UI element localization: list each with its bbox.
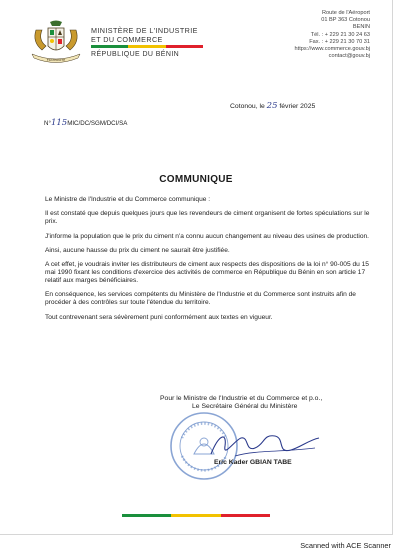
- contact-line: Route de l'Aéroport: [321, 10, 370, 16]
- paragraph: A cet effet, je voudrais inviter les distributeurs de ciment aux respects des dispositions de la loi n° 90-005 du 15 mai 1990 fixant les conditions d'exercice des activités de commerce en République du Bénin en son article 17 relatif aux marges bénéficiaires.: [45, 261, 369, 285]
- paragraph: En conséquence, les services compétents du Ministère de l'Industrie et du Commerce sont instruits afin de procéder à des contrôles sur toute l'étendue du territoire.: [45, 291, 356, 307]
- contact-line: 01 BP 363 Cotonou: [321, 17, 370, 24]
- ministry-name: [91, 26, 198, 44]
- reference-number: [44, 118, 127, 128]
- scanner-watermark: Scanned with ACE Scanner: [300, 541, 391, 550]
- ref-number-handwritten: 115: [50, 118, 68, 128]
- flag-yellow: [128, 45, 165, 48]
- contact-line: BENIN: [352, 24, 370, 31]
- document-title: COMMUNIQUE: [159, 174, 233, 185]
- handwritten-signature-icon: [205, 428, 325, 462]
- republic-name: RÉPUBLIQUE DU BÉNIN: [91, 51, 180, 58]
- ministry-line2: ET DU COMMERCE: [91, 35, 163, 44]
- flag-yellow: [171, 514, 220, 517]
- flag-green: [91, 45, 128, 48]
- paragraph: Tout contrevenant sera sévèrement puni conformément aux textes en vigueur.: [45, 313, 273, 321]
- footer-flag-bar: [122, 514, 270, 517]
- coat-of-arms-icon: [26, 20, 86, 68]
- svg-text:FRATERNITE: FRATERNITE: [46, 58, 66, 62]
- date-month-year: février 2025: [279, 103, 316, 110]
- document-body: [45, 196, 370, 328]
- contact-email[interactable]: contact@gouv.bj: [328, 53, 370, 60]
- paragraph: J'informe la population que le prix du ciment n'a connu aucun changement au niveau des usines de production.: [45, 232, 369, 240]
- flag-red: [221, 514, 270, 517]
- flag-red: [166, 45, 203, 48]
- dateline: [230, 101, 315, 111]
- contact-block: [295, 10, 370, 60]
- date-day-handwritten: 25: [266, 101, 278, 111]
- ref-suffix: MIC/DC/SGM/DCI/SA: [67, 120, 128, 127]
- flag-green: [122, 514, 171, 517]
- date-city: Cotonou, le: [230, 103, 265, 110]
- signatory-name: Eric Kader GBIAN TABE: [214, 459, 292, 466]
- signature-line1: Pour le Ministre de l'Industrie et du Commerce et p.o.,: [160, 395, 323, 402]
- paragraph: Le Ministre de l'Industrie et du Commerce communique :: [45, 196, 211, 203]
- contact-line: Fax. : + 229 21 30 70 31: [309, 38, 370, 45]
- paragraph: Ainsi, aucune hausse du prix du ciment ne saurait être justifiée.: [45, 246, 230, 254]
- header-flag-bar: [91, 45, 203, 48]
- ministry-line1: MINISTÈRE DE L'INDUSTRIE: [91, 26, 198, 35]
- paragraph: Il est constaté que depuis quelques jours que les revendeurs de ciment organisent de fortes spéculations sur le prix.: [45, 210, 370, 226]
- contact-website[interactable]: https://www.commerce.gouv.bj: [294, 46, 370, 53]
- ref-prefix: N°: [44, 120, 51, 127]
- signature-line2: Le Secrétaire Général du Ministère: [192, 403, 298, 411]
- contact-line: Tél. : + 229 21 30 24 63: [310, 31, 370, 38]
